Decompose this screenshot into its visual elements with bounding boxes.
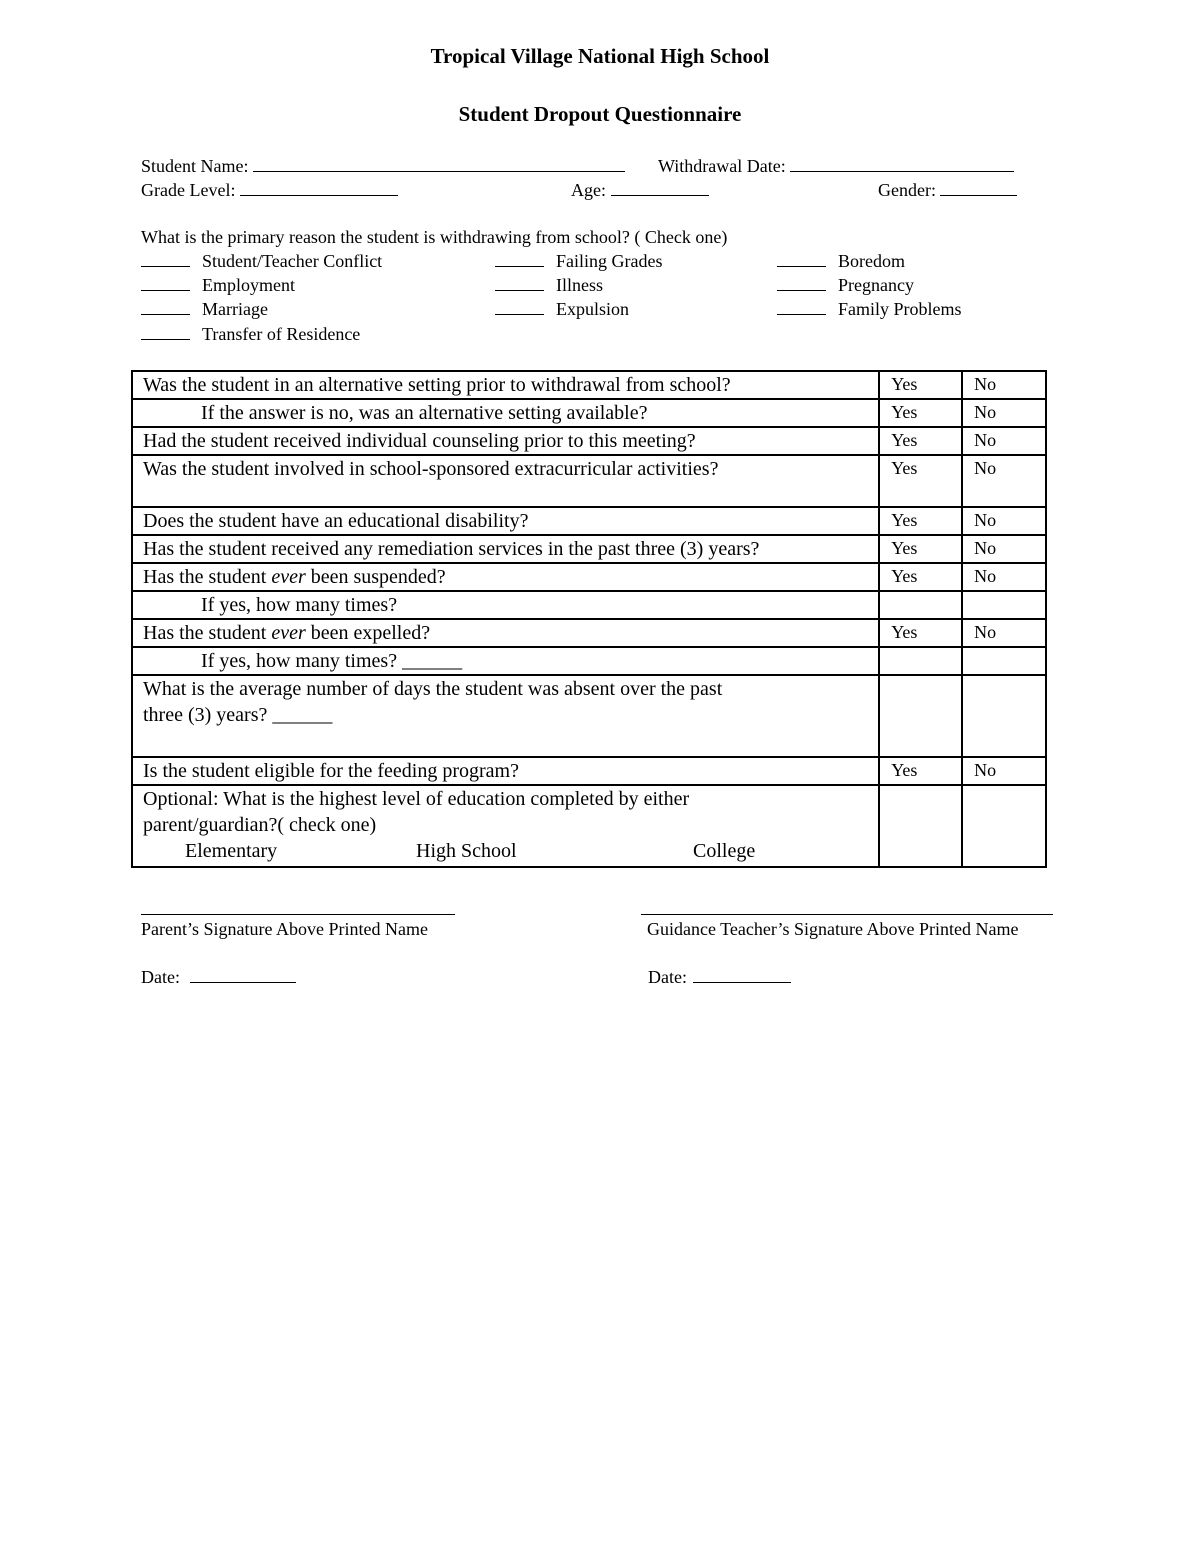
grade-level-line — [240, 179, 398, 196]
table-row — [132, 455, 1046, 507]
reason-label: Expulsion — [556, 299, 630, 319]
question-cell: Is the student eligible for the feeding program? — [132, 757, 879, 785]
guidance-date-label: Date: — [648, 967, 687, 987]
student-name-line — [253, 155, 625, 172]
answer-cell[interactable] — [879, 785, 962, 867]
yes-option[interactable]: Yes — [879, 757, 962, 785]
no-option[interactable]: No — [962, 399, 1046, 427]
emphasis-text: ever — [271, 622, 306, 644]
reason-label: Failing Grades — [556, 251, 663, 271]
parent-signature-line[interactable] — [141, 914, 455, 915]
check-blank[interactable] — [495, 300, 544, 315]
question-cell: Optional: What is the highest level of education completed by either parent/guardian?( check one) Elementary High School College — [132, 785, 879, 867]
school-name: Tropical Village National High School — [430, 44, 770, 68]
table-row — [132, 675, 1046, 757]
reason-option[interactable] — [141, 251, 382, 272]
emphasis-text: ever — [271, 566, 306, 588]
gender-line — [940, 179, 1017, 196]
yes-option[interactable]: Yes — [879, 455, 962, 507]
question-cell: If yes, how many times? — [132, 591, 879, 619]
reason-label: Family Problems — [838, 299, 962, 319]
reason-option[interactable] — [495, 251, 662, 272]
answer-cell[interactable] — [962, 785, 1046, 867]
reason-label: Employment — [202, 275, 295, 295]
grade-level-field[interactable] — [141, 179, 398, 201]
check-blank[interactable] — [777, 252, 826, 267]
check-blank[interactable] — [777, 276, 826, 291]
no-option[interactable]: No — [962, 619, 1046, 647]
answer-cell[interactable] — [962, 647, 1046, 675]
table-row — [132, 427, 1046, 455]
form-title: Student Dropout Questionnaire — [458, 102, 742, 126]
answer-cell[interactable] — [879, 591, 962, 619]
reason-option[interactable] — [777, 275, 914, 296]
withdrawal-date-label: Withdrawal Date: — [658, 156, 786, 176]
check-blank[interactable] — [141, 325, 190, 340]
yes-option[interactable]: Yes — [879, 535, 962, 563]
check-blank[interactable] — [777, 300, 826, 315]
question-cell: What is the average number of days the student was absent over the past three (3) years? ______ — [132, 675, 879, 757]
reason-label: Pregnancy — [838, 275, 914, 295]
question-cell: If the answer is no, was an alternative setting available? — [132, 399, 879, 427]
reason-label: Illness — [556, 275, 603, 295]
answer-cell[interactable] — [879, 675, 962, 757]
education-options — [143, 838, 868, 864]
education-option-elementary[interactable]: Elementary — [185, 840, 278, 862]
check-blank[interactable] — [141, 300, 190, 315]
reason-option[interactable] — [141, 299, 268, 320]
check-blank[interactable] — [495, 276, 544, 291]
reason-option[interactable] — [141, 324, 360, 345]
age-line — [611, 179, 709, 196]
age-field[interactable] — [571, 179, 709, 201]
yes-option[interactable]: Yes — [879, 619, 962, 647]
no-option[interactable]: No — [962, 455, 1046, 507]
reason-label: Transfer of Residence — [202, 324, 361, 344]
student-name-field[interactable] — [141, 155, 625, 177]
reason-option[interactable] — [495, 299, 629, 320]
check-blank[interactable] — [141, 252, 190, 267]
parent-signature-label: Parent’s Signature Above Printed Name — [141, 919, 428, 939]
table-row — [132, 619, 1046, 647]
no-option[interactable]: No — [962, 535, 1046, 563]
question-cell: Was the student in an alternative setting prior to withdrawal from school? — [132, 371, 879, 399]
education-option-college[interactable]: College — [693, 840, 756, 862]
no-option[interactable]: No — [962, 757, 1046, 785]
question-cell: Has the student ever been expelled? — [132, 619, 879, 647]
yes-option[interactable]: Yes — [879, 507, 962, 535]
no-option[interactable]: No — [962, 507, 1046, 535]
table-row — [132, 591, 1046, 619]
reason-label: Marriage — [202, 299, 268, 319]
yes-option[interactable]: Yes — [879, 371, 962, 399]
question-cell: Has the student received any remediation services in the past three (3) years? — [132, 535, 879, 563]
parent-date-line — [190, 966, 296, 983]
answer-cell[interactable] — [962, 675, 1046, 757]
parent-date-field[interactable] — [141, 966, 296, 988]
no-option[interactable]: No — [962, 427, 1046, 455]
table-row — [132, 399, 1046, 427]
no-option[interactable]: No — [962, 371, 1046, 399]
education-option-high-school[interactable]: High School — [416, 840, 517, 862]
table-row — [132, 563, 1046, 591]
check-blank[interactable] — [495, 252, 544, 267]
check-blank[interactable] — [141, 276, 190, 291]
age-label: Age: — [571, 180, 606, 200]
yes-option[interactable]: Yes — [879, 399, 962, 427]
answer-cell[interactable] — [879, 647, 962, 675]
guidance-signature-line[interactable] — [641, 914, 1053, 915]
yes-option[interactable]: Yes — [879, 427, 962, 455]
guidance-signature-label: Guidance Teacher’s Signature Above Printed Name — [647, 919, 1019, 939]
reason-label: Boredom — [838, 251, 905, 271]
reason-option[interactable] — [141, 275, 295, 296]
no-option[interactable]: No — [962, 563, 1046, 591]
question-cell: Does the student have an educational disability? — [132, 507, 879, 535]
reason-option[interactable] — [777, 299, 962, 320]
table-row — [132, 507, 1046, 535]
guidance-date-field[interactable] — [648, 966, 791, 988]
question-cell: Had the student received individual counseling prior to this meeting? — [132, 427, 879, 455]
gender-label: Gender: — [878, 180, 936, 200]
student-name-label: Student Name: — [141, 156, 249, 176]
reason-question: What is the primary reason the student is withdrawing from school? ( Check one) — [141, 227, 728, 247]
withdrawal-date-field[interactable] — [658, 155, 1014, 177]
table-row — [132, 785, 1046, 867]
grade-level-label: Grade Level: — [141, 180, 236, 200]
question-cell: Was the student involved in school-sponsored extracurricular activities? — [132, 455, 879, 507]
reason-label: Student/Teacher Conflict — [202, 251, 383, 271]
question-cell: Has the student ever been suspended? — [132, 563, 879, 591]
table-row — [132, 535, 1046, 563]
gender-field[interactable] — [878, 179, 1017, 201]
yes-option[interactable]: Yes — [879, 563, 962, 591]
guidance-date-line — [693, 966, 791, 983]
reason-option[interactable] — [495, 275, 603, 296]
reason-option[interactable] — [777, 251, 905, 272]
parent-date-label: Date: — [141, 967, 180, 987]
withdrawal-date-line — [790, 155, 1014, 172]
table-row — [132, 371, 1046, 399]
table-row — [132, 757, 1046, 785]
questionnaire-table — [131, 370, 1047, 868]
answer-cell[interactable] — [962, 591, 1046, 619]
table-row — [132, 647, 1046, 675]
question-cell: If yes, how many times? ______ — [132, 647, 879, 675]
